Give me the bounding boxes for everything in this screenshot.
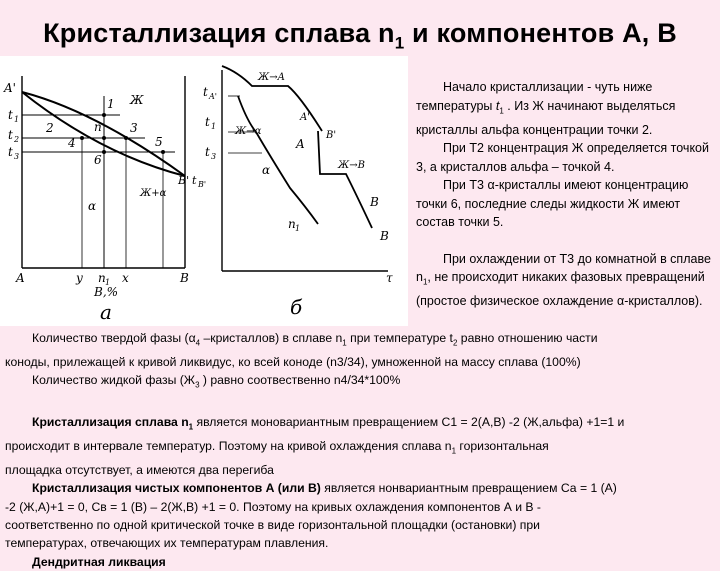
label-t3: t	[8, 145, 13, 159]
bottom-text	[5, 329, 715, 571]
l3-b: ) равно соотвественно n4/34*100%	[199, 373, 401, 388]
p1-text-b: . Из Ж начинают выделяться кристаллы альфа концентрации точки 2.	[416, 98, 676, 137]
bottom-line-10: температурах, отвечающих их температурам плавления.	[5, 536, 329, 551]
label-point-1: 1	[107, 97, 115, 111]
bottom-line-11	[5, 553, 715, 571]
p1-text-a: Начало кристаллизации - чуть ниже температуры	[416, 80, 653, 113]
label-axis-B: B	[180, 271, 189, 285]
explanation-text	[416, 78, 716, 311]
point-6	[102, 150, 106, 154]
label-A-prime: A'	[4, 81, 16, 95]
label-diagram-a: a	[100, 300, 112, 324]
label-right-tA: t	[203, 85, 208, 99]
point-n1	[102, 136, 106, 140]
l4-bold: Кристаллизация сплава n	[32, 415, 189, 430]
point-1	[102, 113, 106, 117]
l11-bold: Дендритная ликвация	[32, 554, 166, 569]
label-right-B-mid: B	[370, 195, 379, 209]
bottom-line-3	[5, 371, 715, 395]
point-4	[80, 136, 84, 140]
label-right-B-prime: B'	[326, 130, 337, 141]
label-right-t3-sub: 3	[211, 152, 217, 161]
phase-diagram-figure	[0, 56, 408, 326]
label-right-liquid-B: Ж→B	[338, 160, 365, 171]
explanation-p4	[416, 250, 716, 311]
label-right-liquid-alpha: Ж→α	[235, 126, 262, 137]
l3-a: Количество жидкой фазы (Ж	[32, 373, 196, 388]
l1-sub2: 1	[342, 338, 347, 348]
phase-diagram-svg	[0, 56, 408, 326]
label-t2-sub: 2	[14, 135, 20, 144]
p3-alpha: α	[487, 178, 495, 192]
p4-text-b: , не происходит никаких фазовых превращений (простое физическое охлаждение	[416, 270, 705, 308]
l1-c: при температуре t	[346, 331, 453, 345]
label-liquid-alpha: Ж+α	[140, 188, 167, 199]
bottom-line-4	[5, 413, 715, 437]
label-t1-sub: 1	[14, 115, 20, 124]
point-5	[161, 150, 165, 154]
title-rest: и компонентов А, В	[404, 18, 677, 48]
label-right-t1: t	[205, 115, 210, 129]
l1-sub3: 2	[452, 338, 458, 348]
label-right-t3: t	[205, 145, 210, 159]
title-subscript: 1	[394, 33, 405, 53]
label-t1: t	[8, 108, 13, 122]
l5-b: горизонтальная	[456, 438, 549, 453]
l5-sub: 1	[451, 446, 457, 456]
cooling-curve-B	[318, 131, 372, 228]
p4-text-c: -кристаллов).	[624, 294, 703, 308]
label-right-tA-sub: A'	[209, 92, 217, 101]
label-right-A-prime: A'	[300, 112, 310, 123]
label-right-tau: τ	[386, 271, 393, 285]
label-point-3: 3	[130, 121, 138, 135]
l7-bold: Кристаллизация чистых компонентов А (или В)	[32, 481, 321, 496]
bottom-line-5	[5, 437, 715, 461]
l7-rest: является нонвариантным превращением Са = 1 (А)	[320, 481, 617, 496]
label-tB: t	[192, 174, 197, 187]
explanation-p3	[416, 176, 716, 232]
label-right-A: A	[296, 137, 305, 151]
label-point-5: 5	[155, 135, 163, 149]
label-liquid: Ж	[130, 93, 144, 107]
label-right-t1-sub: 1	[211, 122, 217, 131]
bottom-line-6: площадка отсутствует, а имеются два перегиба	[5, 462, 274, 477]
explanation-p1	[416, 78, 716, 139]
p4-text-a: При охлаждении от Т3 до комнатной в сплаве n	[416, 251, 711, 284]
p3-text-b: -кристаллы имеют концентрацию точки 6, последние следы жидкости Ж имеют состав точки 5.	[416, 178, 689, 229]
bottom-line-2: коноды, прилежащей к кривой ликвидус, ко всей коноде (n3/34), умноженной на массу сплава (100%)	[5, 354, 581, 369]
label-right-n1: n	[288, 217, 296, 231]
l1-b: –кристаллов) в сплаве n	[200, 331, 343, 345]
label-point-4: 4	[68, 136, 76, 150]
label-axis-x: x	[122, 271, 129, 285]
bottom-line-8: -2 (Ж,А)+1 = 0, Св = 1 (В) – 2(Ж,В) +1 = 0. Поэтому на кривых охлаждения компонентов А и В -	[5, 499, 541, 514]
bottom-line-1	[5, 329, 715, 353]
label-B-prime: B'	[178, 174, 190, 187]
label-t3-sub: 3	[14, 152, 20, 161]
slide-title	[0, 18, 720, 53]
p4-sub: 1	[422, 277, 428, 287]
l1-d: равно отношению части	[457, 331, 598, 345]
p4-alpha: α	[616, 294, 625, 308]
label-right-alpha: α	[262, 163, 271, 177]
l5-a: происходит в интервале температур. Поэтому на кривой охлаждения сплава n	[5, 438, 452, 453]
p1-sub: 1	[499, 106, 504, 115]
p3-text-a: При Т3	[443, 178, 488, 192]
bottom-line-9: соответственно по одной критической точке в виде горизонтальной площадки (остановки) при	[5, 518, 540, 532]
point-3	[124, 136, 128, 140]
label-tB-sub: B'	[198, 180, 207, 189]
label-alpha: α	[88, 199, 97, 213]
l4-rest: является моновариантным превращением С1 = 2(А,В) -2 (Ж,альфа) +1=1 и	[193, 415, 625, 430]
label-right-n1-sub: 1	[295, 224, 301, 233]
l4-sub: 1	[188, 422, 194, 432]
l1-sub: 4	[195, 338, 201, 348]
bottom-line-7	[5, 479, 715, 497]
label-axis-y: y	[76, 271, 83, 285]
label-axis-n1-sub: 1	[105, 278, 111, 287]
label-point-6: 6	[94, 153, 102, 167]
label-right-B-low: B	[380, 229, 389, 243]
label-point-2: 2	[46, 121, 54, 135]
l1-alpha: α	[188, 331, 196, 345]
label-axis-A: A	[16, 271, 25, 285]
label-axis-n1: n	[98, 271, 106, 285]
explanation-p2: При Т2 концентрация Ж определяется точкой 3, а кристаллов альфа – точкой 4.	[416, 141, 709, 174]
title-main: Кристаллизация сплава n	[43, 18, 395, 48]
p1-t: t	[495, 98, 500, 113]
label-axis-unit: B,%	[94, 285, 119, 299]
label-t2: t	[8, 128, 13, 142]
label-diagram-b: б	[290, 295, 303, 319]
label-n1-mid: n	[94, 120, 102, 134]
l3-sub: 3	[195, 380, 200, 390]
label-right-liquid-A: Ж→A	[258, 72, 285, 83]
l1-a: Количество твердой фазы (	[32, 331, 189, 345]
